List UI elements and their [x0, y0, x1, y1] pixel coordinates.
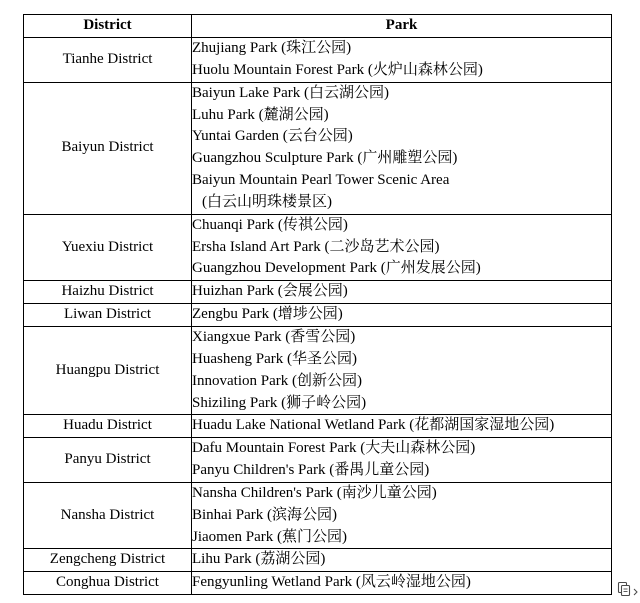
park-name: Panyu Children's Park (番禺儿童公园): [192, 462, 430, 479]
district-cell: Tianhe District: [24, 38, 192, 83]
park-name: Baiyun Lake Park (白云湖公园): [192, 84, 390, 101]
park-name: Baiyun Mountain Pearl Tower Scenic Area: [192, 172, 450, 189]
table-row: [24, 572, 612, 595]
district-cell: Conghua District: [24, 572, 192, 595]
parks-cell: [192, 214, 612, 281]
district-cell: Haizhu District: [24, 281, 192, 304]
district-cell: Zengcheng District: [24, 549, 192, 572]
copy-icon[interactable]: [617, 581, 640, 597]
table-body: [24, 38, 612, 595]
park-name: Innovation Park (创新公园): [192, 372, 362, 389]
park-name: Zhujiang Park (珠江公园): [192, 40, 352, 56]
park-name: Yuntai Garden (云台公园): [192, 128, 353, 145]
park-name: (白云山明珠楼景区): [202, 193, 332, 210]
parks-cell: [192, 304, 612, 327]
district-cell: Liwan District: [24, 304, 192, 327]
parks-cell: [192, 82, 612, 214]
park-name: Binhai Park (滨海公园): [192, 506, 337, 523]
district-cell: Baiyun District: [24, 82, 192, 214]
park-name: Nansha Children's Park (南沙儿童公园): [192, 484, 437, 501]
park-name: Guangzhou Development Park (广州发展公园): [192, 260, 481, 277]
table-row: [24, 482, 612, 549]
park-name: Chuanqi Park (传祺公园): [192, 216, 348, 233]
parks-cell: [192, 326, 612, 414]
parks-cell: [192, 482, 612, 549]
table-row: [24, 82, 612, 214]
park-name: Jiaomen Park (蕉门公园): [192, 528, 347, 545]
table-row: [24, 214, 612, 281]
park-name: Guangzhou Sculpture Park (广州雕塑公园): [192, 150, 458, 167]
district-column-header: District: [24, 15, 192, 38]
district-cell: Panyu District: [24, 438, 192, 483]
district-park-table: [23, 14, 612, 595]
park-name: Huizhan Park (会展公园): [192, 283, 348, 300]
park-name: Lihu Park (荔湖公园): [192, 551, 326, 568]
table-row: [24, 38, 612, 83]
park-name: Fengyunling Wetland Park (风云岭湿地公园): [192, 574, 471, 591]
table-row: [24, 549, 612, 572]
parks-cell: [192, 572, 612, 595]
park-name: Huadu Lake National Wetland Park (花都湖国家湿地公园): [192, 417, 555, 434]
parks-cell: [192, 415, 612, 438]
table-row: [24, 304, 612, 327]
park-name: Huasheng Park (华圣公园): [192, 350, 357, 367]
park-name: Ersha Island Art Park (二沙岛艺术公园): [192, 238, 440, 255]
table-header-row: [24, 15, 612, 38]
park-name: Zengbu Park (增埗公园): [192, 306, 343, 323]
district-cell: Huadu District: [24, 415, 192, 438]
parks-cell: [192, 438, 612, 483]
district-cell: Huangpu District: [24, 326, 192, 414]
park-column-header: Park: [192, 15, 612, 38]
table-row: [24, 438, 612, 483]
park-name: Huolu Mountain Forest Park (火炉山森林公园): [192, 61, 483, 78]
district-cell: Yuexiu District: [24, 214, 192, 281]
park-name: Xiangxue Park (香雪公园): [192, 328, 356, 345]
park-name: Shiziling Park (狮子岭公园): [192, 394, 367, 411]
park-name: Luhu Park (麓湖公园): [192, 106, 329, 123]
district-cell: Nansha District: [24, 482, 192, 549]
parks-cell: [192, 38, 612, 83]
parks-cell: [192, 281, 612, 304]
park-name: Dafu Mountain Forest Park (大夫山森林公园): [192, 440, 476, 457]
table-row: [24, 326, 612, 414]
parks-cell: [192, 549, 612, 572]
table-row: [24, 281, 612, 304]
table-row: [24, 415, 612, 438]
